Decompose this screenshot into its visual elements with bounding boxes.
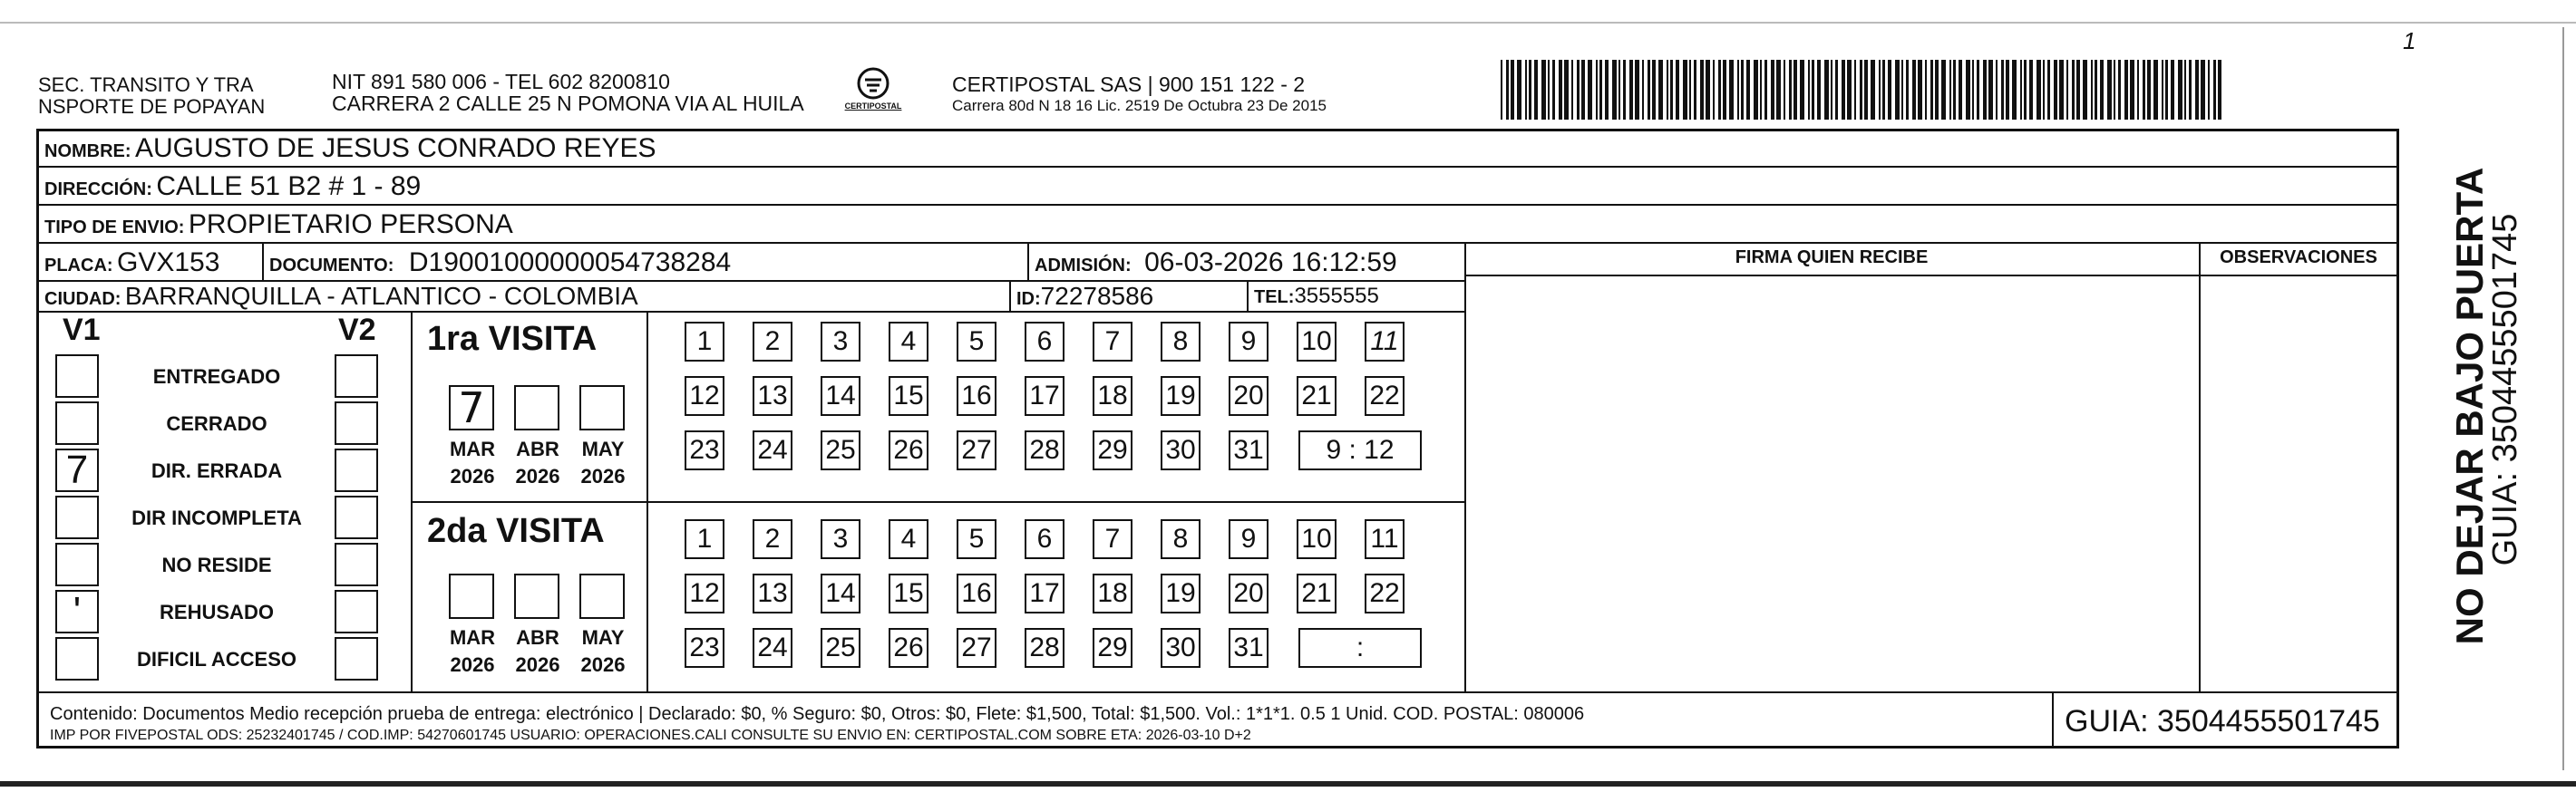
month-checkbox[interactable] — [579, 385, 625, 430]
month-year: 2026 — [515, 653, 560, 676]
barcode-bar — [1935, 60, 1939, 120]
barcode-bar — [1912, 60, 1916, 120]
id-label: ID: — [1016, 289, 1041, 309]
nombre-value: AUGUSTO DE JESUS CONRADO REYES — [135, 133, 656, 163]
barcode-bar — [1754, 60, 1758, 120]
tel-value: 3555555 — [1294, 284, 1379, 308]
barcode-bar — [2066, 60, 2068, 120]
barcode-bar — [1988, 60, 1993, 120]
barcode-bar — [1581, 60, 1585, 120]
day-box[interactable]: 6 — [1025, 322, 1064, 362]
barcode-bar — [1517, 60, 1521, 120]
barcode-bar — [1793, 60, 1797, 120]
direccion-label: DIRECCIÓN: — [44, 179, 152, 199]
day-box[interactable]: 2 — [753, 322, 792, 362]
barcode-bar — [2006, 60, 2009, 120]
nombre-label: NOMBRE: — [44, 141, 131, 161]
barcode-bar — [1879, 60, 1881, 120]
admision-field — [1035, 247, 1397, 278]
barcode-bar — [2184, 60, 2186, 120]
month-year: 2026 — [450, 653, 495, 676]
tel-label: TEL: — [1254, 287, 1295, 307]
status-label: DIFICIL ACCESO — [136, 648, 296, 671]
column-divider — [2052, 691, 2054, 748]
day-box[interactable]: 31 — [1229, 430, 1269, 470]
row-divider — [39, 691, 2396, 693]
day-box[interactable]: 7 — [1093, 322, 1132, 362]
barcode-bar — [2001, 60, 2004, 120]
nit-block — [332, 71, 804, 114]
day-box[interactable]: 14 — [821, 376, 860, 416]
barcode-bar — [2012, 60, 2017, 120]
barcode-bar — [1623, 60, 1626, 120]
column-divider — [646, 311, 648, 691]
day-box[interactable]: 25 — [821, 628, 860, 668]
day-box[interactable]: 10 — [1297, 322, 1337, 362]
row-divider — [39, 242, 2396, 244]
day-box[interactable]: 28 — [1025, 430, 1064, 470]
month-checkbox[interactable] — [579, 574, 625, 619]
day-box[interactable]: 23 — [685, 628, 724, 668]
barcode-bar — [2083, 60, 2087, 120]
barcode-bar — [2024, 60, 2027, 120]
barcode-bar — [1552, 60, 1555, 120]
barcode-bar — [1506, 60, 1509, 120]
column-divider — [1027, 242, 1029, 280]
no-dejar-text: NO DEJAR BAJO PUERTA — [2448, 167, 2491, 645]
status-label: DIR. ERRADA — [151, 459, 283, 482]
barcode-bar — [1977, 60, 1979, 120]
barcode-bar — [2072, 60, 2075, 120]
barcode-bar — [2091, 60, 2093, 120]
day-box[interactable]: 18 — [1093, 376, 1132, 416]
barcode-bar — [1835, 60, 1838, 120]
barcode-bar — [2114, 60, 2115, 120]
day-box[interactable]: 6 — [1025, 519, 1064, 559]
barcode-bar — [1667, 60, 1668, 120]
barcode-bar — [1534, 60, 1538, 120]
v2-checkbox[interactable] — [335, 401, 378, 445]
barcode-bar — [2189, 60, 2192, 120]
day-box[interactable]: 12 — [685, 574, 724, 613]
direccion-field — [44, 171, 421, 202]
documento-value: D19001000000054738284 — [408, 247, 732, 277]
status-label: CERRADO — [166, 412, 267, 435]
month-checkbox[interactable] — [449, 574, 494, 619]
barcode-bar — [2036, 60, 2041, 120]
barcode-bar — [2029, 60, 2033, 120]
day-box[interactable]: 21 — [1297, 376, 1337, 416]
day-box[interactable]: 15 — [889, 574, 928, 613]
nit-line: NIT 891 580 006 - TEL 602 8200810 — [332, 70, 670, 93]
barcode-bar — [1741, 60, 1744, 120]
delivery-form — [36, 129, 2399, 749]
footer-line2: IMP POR FIVEPOSTAL ODS: 25232401745 / COD.IMP: 54270601745 USUARIO: OPERACIONES.CALI CONSULTE SU ENVIO EN: CERTIPOSTAL.COM SOBRE ETA: 2026-03-10 D+2 — [50, 728, 1251, 743]
v1-checkbox[interactable] — [55, 543, 99, 586]
barcode-bar — [1860, 60, 1862, 120]
day-box[interactable]: 13 — [753, 376, 792, 416]
day-box[interactable]: 4 — [889, 519, 928, 559]
day-box[interactable]: 19 — [1161, 376, 1201, 416]
nombre-field — [44, 133, 656, 164]
barcode-bar — [2147, 60, 2151, 120]
barcode-bar — [1966, 60, 1970, 120]
v1-checkbox[interactable] — [55, 354, 99, 398]
barcode-bar — [1847, 60, 1852, 120]
day-box[interactable]: 22 — [1365, 574, 1405, 613]
barcode-bar — [1676, 60, 1679, 120]
barcode-bar — [1871, 60, 1875, 120]
barcode-bar — [1683, 60, 1687, 120]
day-box[interactable]: 11 — [1365, 519, 1405, 559]
day-box[interactable]: 22 — [1365, 376, 1405, 416]
status-label: DIR INCOMPLETA — [131, 507, 302, 529]
courier-block — [952, 72, 1327, 116]
barcode-bar — [1789, 60, 1792, 120]
day-box[interactable]: 28 — [1025, 628, 1064, 668]
row-divider — [39, 204, 2396, 206]
id-field — [1016, 282, 1153, 311]
barcode-bar — [2201, 60, 2205, 120]
month-name: MAR — [449, 438, 496, 460]
day-box[interactable]: 24 — [753, 430, 792, 470]
scan-edge-right — [2562, 27, 2564, 770]
v2-checkbox[interactable] — [335, 449, 378, 492]
barcode-bar — [2178, 60, 2182, 120]
barcode-bar — [2043, 60, 2045, 120]
day-box[interactable]: 30 — [1161, 430, 1201, 470]
barcode-bar — [1817, 60, 1821, 120]
barcode-bar — [1559, 60, 1562, 120]
barcode-bar — [1729, 60, 1734, 120]
time-box[interactable]: : — [1298, 628, 1422, 668]
barcode-bar — [2162, 60, 2163, 120]
month-name: ABR — [516, 438, 559, 460]
barcode-bar — [1642, 60, 1644, 120]
day-box[interactable]: 9 — [1229, 322, 1269, 362]
v2-checkbox[interactable] — [335, 496, 378, 539]
column-divider — [1247, 280, 1249, 311]
day-box[interactable]: 23 — [685, 430, 724, 470]
barcode-bar — [1842, 60, 1845, 120]
v1-checkbox[interactable] — [55, 637, 99, 681]
barcode-bar — [1953, 60, 1956, 120]
barcode-bar — [1541, 60, 1546, 120]
barcode-bar — [1718, 60, 1721, 120]
day-box[interactable]: 29 — [1093, 430, 1132, 470]
barcode-bar — [1511, 60, 1514, 120]
barcode-bar — [2218, 60, 2221, 120]
address-line: CARRERA 2 CALLE 25 N POMONA VIA AL HUILA — [332, 92, 804, 115]
logo-text: CERTIPOSTAL — [844, 101, 902, 111]
barcode-bar — [1808, 60, 1810, 120]
barcode-bar — [2059, 60, 2064, 120]
side-notice — [2405, 152, 2523, 660]
barcode-bar — [1949, 60, 1951, 120]
v1-checkbox[interactable]: 7 — [55, 449, 99, 492]
day-box[interactable]: 13 — [753, 574, 792, 613]
barcode-bar — [1760, 60, 1762, 120]
day-box[interactable]: 16 — [957, 574, 996, 613]
day-box[interactable]: 9 — [1229, 519, 1269, 559]
sender-line2: NSPORTE DE POPAYAN — [38, 95, 266, 118]
barcode-bar — [1831, 60, 1832, 120]
day-box[interactable]: 17 — [1025, 376, 1064, 416]
barcode-bar — [1596, 60, 1598, 120]
footer-guia: GUIA: 3504455501745 — [2065, 704, 2380, 739]
barcode-bar — [1930, 60, 1933, 120]
barcode-bar — [1864, 60, 1868, 120]
barcode-bar — [2153, 60, 2158, 120]
barcode-bar — [2054, 60, 2057, 120]
barcode-bar — [1605, 60, 1609, 120]
day-box[interactable]: 10 — [1297, 519, 1337, 559]
ciudad-value: BARRANQUILLA - ATLANTICO - COLOMBIA — [124, 282, 638, 310]
visit-divider — [411, 501, 1464, 503]
day-box[interactable]: 31 — [1229, 628, 1269, 668]
day-box[interactable]: 26 — [889, 628, 928, 668]
admision-value: 06-03-2026 16:12:59 — [1144, 247, 1397, 277]
v2-checkbox[interactable] — [335, 590, 378, 633]
barcode-bar — [1941, 60, 1946, 120]
day-box[interactable]: 26 — [889, 430, 928, 470]
barcode-bar — [2195, 60, 2199, 120]
month-checkbox[interactable] — [514, 385, 559, 430]
barcode-bar — [1700, 60, 1704, 120]
day-box[interactable]: 1 — [685, 322, 724, 362]
barcode-bar — [1996, 60, 1998, 120]
month-checkbox[interactable]: 7 — [449, 385, 494, 430]
barcode-bar — [1525, 60, 1527, 120]
firma-label: FIRMA QUIEN RECIBE — [1735, 247, 1929, 267]
barcode-bar — [1612, 60, 1617, 120]
month-year: 2026 — [450, 465, 495, 488]
id-value: 72278586 — [1040, 282, 1154, 310]
day-box[interactable]: 21 — [1297, 574, 1337, 613]
day-box[interactable]: 8 — [1161, 322, 1201, 362]
barcode-bar — [1652, 60, 1656, 120]
barcode-bar — [2020, 60, 2022, 120]
day-box[interactable]: 17 — [1025, 574, 1064, 613]
placa-label: PLACA: — [44, 256, 113, 275]
barcode-bar — [2076, 60, 2080, 120]
visit2-title: 2da VISITA — [427, 512, 605, 550]
documento-label: DOCUMENTO: — [269, 256, 394, 275]
barcode-bar — [1901, 60, 1903, 120]
barcode-bar — [1629, 60, 1633, 120]
day-box[interactable]: 25 — [821, 430, 860, 470]
barcode — [1501, 60, 2226, 120]
barcode-bar — [1824, 60, 1829, 120]
direccion-value: CALLE 51 B2 # 1 - 89 — [156, 171, 422, 201]
tel-field — [1254, 284, 1379, 309]
time-box[interactable]: 9 : 12 — [1298, 430, 1422, 470]
barcode-bar — [1501, 60, 1502, 120]
day-box[interactable]: 14 — [821, 574, 860, 613]
barcode-bar — [1571, 60, 1573, 120]
status-label: REHUSADO — [160, 601, 274, 623]
v1-checkbox[interactable] — [55, 401, 99, 445]
barcode-bar — [2124, 60, 2128, 120]
tipo-value: PROPIETARIO PERSONA — [188, 209, 513, 239]
barcode-bar — [1746, 60, 1750, 120]
ciudad-field — [44, 282, 638, 311]
day-box[interactable]: 16 — [957, 376, 996, 416]
barcode-bar — [1888, 60, 1891, 120]
v1-label: V1 — [63, 313, 101, 347]
barcode-bar — [1737, 60, 1739, 120]
barcode-bar — [2213, 60, 2216, 120]
corner-mark: 1 — [2403, 27, 2416, 54]
v1-checkbox[interactable]: ' — [55, 590, 99, 633]
v1-checkbox[interactable] — [55, 496, 99, 539]
barcode-bar — [2171, 60, 2174, 120]
day-box[interactable]: 8 — [1161, 519, 1201, 559]
barcode-bar — [1548, 60, 1550, 120]
v2-label: V2 — [338, 313, 376, 347]
barcode-bar — [1635, 60, 1639, 120]
tipo-field — [44, 209, 513, 240]
day-box[interactable]: 27 — [957, 628, 996, 668]
day-box[interactable]: 4 — [889, 322, 928, 362]
placa-value: GVX153 — [117, 247, 220, 277]
certipostal-logo — [832, 65, 914, 118]
barcode-bar — [1959, 60, 1962, 120]
barcode-bar — [1670, 60, 1673, 120]
barcode-bar — [2130, 60, 2134, 120]
column-divider — [1009, 280, 1011, 311]
placa-field — [44, 247, 219, 278]
barcode-bar — [2137, 60, 2139, 120]
observaciones-label: OBSERVACIONES — [2220, 247, 2377, 267]
month-name: MAY — [581, 438, 625, 460]
barcode-bar — [2165, 60, 2168, 120]
barcode-bar — [1776, 60, 1781, 120]
barcode-bar — [2100, 60, 2104, 120]
day-box[interactable]: 5 — [957, 322, 996, 362]
day-box[interactable]: 19 — [1161, 574, 1201, 613]
sender-line1: SEC. TRANSITO Y TRA — [38, 73, 254, 96]
barcode-bar — [1771, 60, 1774, 120]
month-year: 2026 — [580, 465, 626, 488]
barcode-bar — [1706, 60, 1710, 120]
row-divider — [39, 166, 2396, 168]
day-box[interactable]: 3 — [821, 322, 860, 362]
day-box[interactable]: 29 — [1093, 628, 1132, 668]
status-label: NO RESIDE — [161, 554, 272, 576]
status-label: ENTREGADO — [152, 365, 281, 388]
day-box[interactable]: 7 — [1093, 519, 1132, 559]
day-box[interactable]: 3 — [821, 519, 860, 559]
barcode-bar — [2118, 60, 2121, 120]
day-box[interactable]: 5 — [957, 519, 996, 559]
barcode-bar — [1918, 60, 1922, 120]
barcode-bar — [1648, 60, 1650, 120]
day-box[interactable]: 27 — [957, 430, 996, 470]
day-box[interactable]: 1 — [685, 519, 724, 559]
sender-block — [38, 74, 265, 118]
barcode-bar — [1764, 60, 1767, 120]
barcode-bar — [2095, 60, 2097, 120]
month-name: MAY — [581, 626, 625, 649]
courier-line1: CERTIPOSTAL SAS | 900 151 122 - 2 — [952, 72, 1306, 96]
column-divider — [411, 311, 413, 691]
barcode-bar — [1588, 60, 1592, 120]
ciudad-label: CIUDAD: — [44, 289, 122, 309]
barcode-bar — [1895, 60, 1900, 120]
visit1-title: 1ra VISITA — [427, 320, 598, 358]
month-year: 2026 — [580, 653, 626, 676]
v2-checkbox[interactable] — [335, 354, 378, 398]
barcode-bar — [1658, 60, 1663, 120]
barcode-bar — [2107, 60, 2112, 120]
barcode-bar — [1577, 60, 1580, 120]
day-box[interactable]: 18 — [1093, 574, 1132, 613]
barcode-bar — [1906, 60, 1909, 120]
admision-label: ADMISIÓN: — [1035, 256, 1132, 275]
barcode-bar — [1925, 60, 1927, 120]
barcode-bar — [1854, 60, 1856, 120]
barcode-bar — [1882, 60, 1885, 120]
side-guia-text: GUIA: 3504455501745 — [2486, 213, 2524, 566]
barcode-bar — [1599, 60, 1602, 120]
barcode-bar — [1800, 60, 1804, 120]
barcode-bar — [1713, 60, 1715, 120]
scan-edge-bottom — [0, 781, 2576, 787]
barcode-bar — [2047, 60, 2050, 120]
observaciones-area[interactable] — [2201, 276, 2395, 690]
day-box[interactable]: 12 — [685, 376, 724, 416]
day-box[interactable]: 20 — [1229, 574, 1269, 613]
v2-checkbox[interactable] — [335, 637, 378, 681]
day-box[interactable]: 24 — [753, 628, 792, 668]
barcode-bar — [1694, 60, 1696, 120]
signature-area[interactable] — [1466, 276, 2197, 690]
day-box[interactable]: 30 — [1161, 628, 1201, 668]
day-box[interactable]: 15 — [889, 376, 928, 416]
month-checkbox[interactable] — [514, 574, 559, 619]
month-name: MAR — [449, 626, 496, 649]
day-box[interactable]: 2 — [753, 519, 792, 559]
column-divider — [262, 242, 264, 280]
month-name: ABR — [516, 626, 559, 649]
barcode-bar — [1689, 60, 1691, 120]
tipo-label: TIPO DE ENVIO: — [44, 217, 185, 237]
barcode-bar — [1812, 60, 1814, 120]
barcode-bar — [1983, 60, 1987, 120]
barcode-bar — [1784, 60, 1785, 120]
day-box[interactable]: 11 — [1365, 322, 1405, 362]
footer-line1: Contenido: Documentos Medio recepción prueba de entrega: electrónico | Declarado: $0, % Seguro: $0, Otros: $0, Flete: $1,500, Total: $1,500. Vol.: 1*1*1. 0.5 1 Unid. COD. POSTAL: 080006 — [50, 704, 1585, 724]
barcode-bar — [1529, 60, 1531, 120]
day-box[interactable]: 20 — [1229, 376, 1269, 416]
month-year: 2026 — [515, 465, 560, 488]
documento-field — [269, 247, 731, 278]
barcode-bar — [2143, 60, 2145, 120]
barcode-bar — [1564, 60, 1569, 120]
barcode-bar — [1619, 60, 1620, 120]
barcode-bar — [1972, 60, 1974, 120]
barcode-bar — [1723, 60, 1726, 120]
row-divider — [39, 311, 1464, 313]
barcode-bar — [2208, 60, 2210, 120]
courier-line2: Carrera 80d N 18 16 Lic. 2519 De Octubra 23 De 2015 — [952, 97, 1327, 114]
scan-edge-top — [0, 22, 2576, 24]
v2-checkbox[interactable] — [335, 543, 378, 586]
